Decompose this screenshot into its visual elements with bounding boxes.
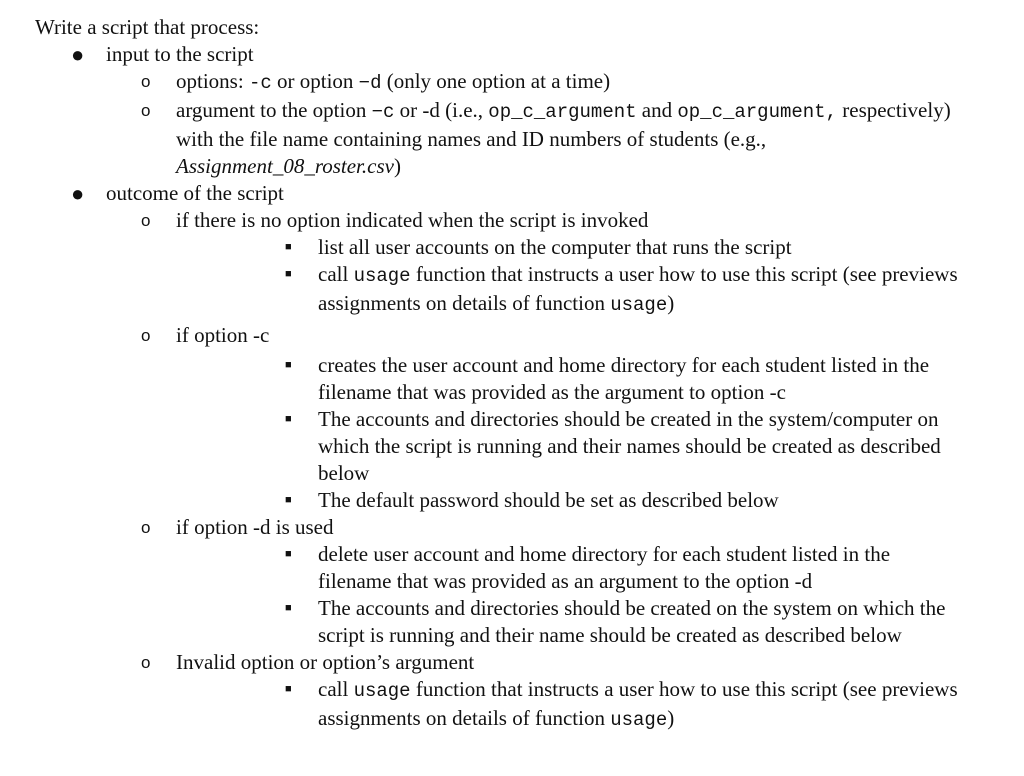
circle-bullet-icon: o: [141, 72, 151, 91]
square-bullet-icon: ■: [285, 359, 292, 371]
text: ): [667, 706, 675, 730]
list-item-level-3: [35, 595, 958, 649]
code-text: usage: [610, 709, 668, 731]
list-item-level-1: [35, 41, 1024, 68]
list-item-level-2: [35, 649, 976, 676]
square-bullet-icon: ■: [285, 413, 292, 425]
circle-bullet-icon: o: [141, 211, 151, 230]
text: input to the script: [106, 42, 254, 66]
list-item-level-3: [35, 487, 958, 514]
text: respectively) with the file name containing names and ID numbers of students (e.g.,: [176, 98, 951, 151]
code-text: op_c_argument: [488, 101, 637, 123]
square-bullet-icon: ■: [285, 602, 292, 614]
square-bullet-icon: ■: [285, 494, 292, 506]
square-bullet-icon: ■: [285, 683, 292, 695]
text: outcome of the script: [106, 181, 284, 205]
circle-bullet-icon: o: [141, 101, 151, 120]
list-item-level-2: [35, 322, 976, 349]
text: list all user accounts on the computer that runs the script: [318, 235, 792, 259]
text: The accounts and directories should be created in the system/computer on which the script is running and their names should be created as described below: [318, 407, 941, 485]
circle-bullet-icon: o: [141, 326, 151, 345]
circle-bullet-icon: o: [141, 518, 151, 537]
italic-text: Assignment_08_roster.csv: [176, 154, 394, 178]
code-text: usage: [353, 680, 411, 702]
requirements-list: [35, 41, 1024, 734]
text: function that instructs a user how to use this script (see previews assignments on details of function: [318, 262, 958, 315]
list-item-level-2: [35, 97, 976, 180]
text: The accounts and directories should be created on the system on which the script is running and their name should be created as described below: [318, 596, 946, 647]
bullet-icon: ●: [71, 42, 85, 67]
text: or -d (i.e.,: [394, 98, 489, 122]
code-text: −c: [371, 101, 395, 123]
square-bullet-icon: ■: [285, 548, 292, 560]
list-item-level-3: [35, 261, 958, 319]
text: function that instructs a user how to use this script (see previews assignments on details of function: [318, 677, 958, 730]
list-item-level-2: [35, 514, 976, 541]
code-text: usage: [610, 294, 668, 316]
list-item-level-3: [35, 406, 958, 487]
square-bullet-icon: ■: [285, 268, 292, 280]
code-text: usage: [353, 265, 411, 287]
code-text: -c: [248, 72, 272, 94]
document-heading: Write a script that process:: [35, 15, 260, 39]
text: (only one option at a time): [381, 69, 611, 93]
text: The default password should be set as described below: [318, 488, 779, 512]
list-item-level-2: [35, 68, 976, 97]
text: delete user account and home directory for each student listed in the filename that was provided as an argument to the option -d: [318, 542, 891, 593]
text: Invalid option or option’s argument: [176, 650, 475, 674]
list-item-level-3: [35, 676, 958, 734]
text: ): [393, 154, 401, 178]
list-item-level-3: [35, 541, 958, 595]
code-text: op_c_argument,: [677, 101, 837, 123]
text: and: [636, 98, 678, 122]
list-item-level-3: [35, 352, 958, 406]
list-item-level-3: [35, 234, 958, 261]
text: ): [667, 291, 675, 315]
code-text: −d: [358, 72, 382, 94]
text: call: [318, 677, 354, 701]
circle-bullet-icon: o: [141, 653, 151, 672]
list-item-level-2: [35, 207, 976, 234]
bullet-icon: ●: [71, 181, 85, 206]
text: if option -d is used: [176, 515, 334, 539]
text: if option -c: [176, 323, 270, 347]
text: argument to the option: [176, 98, 372, 122]
square-bullet-icon: ■: [285, 241, 292, 253]
text: if there is no option indicated when the script is invoked: [176, 208, 649, 232]
text: call: [318, 262, 354, 286]
text: or option: [271, 69, 359, 93]
text: options:: [176, 69, 249, 93]
list-item-level-1: [35, 180, 1024, 207]
text: creates the user account and home directory for each student listed in the filename that was provided as the argument to option -c: [318, 353, 930, 404]
